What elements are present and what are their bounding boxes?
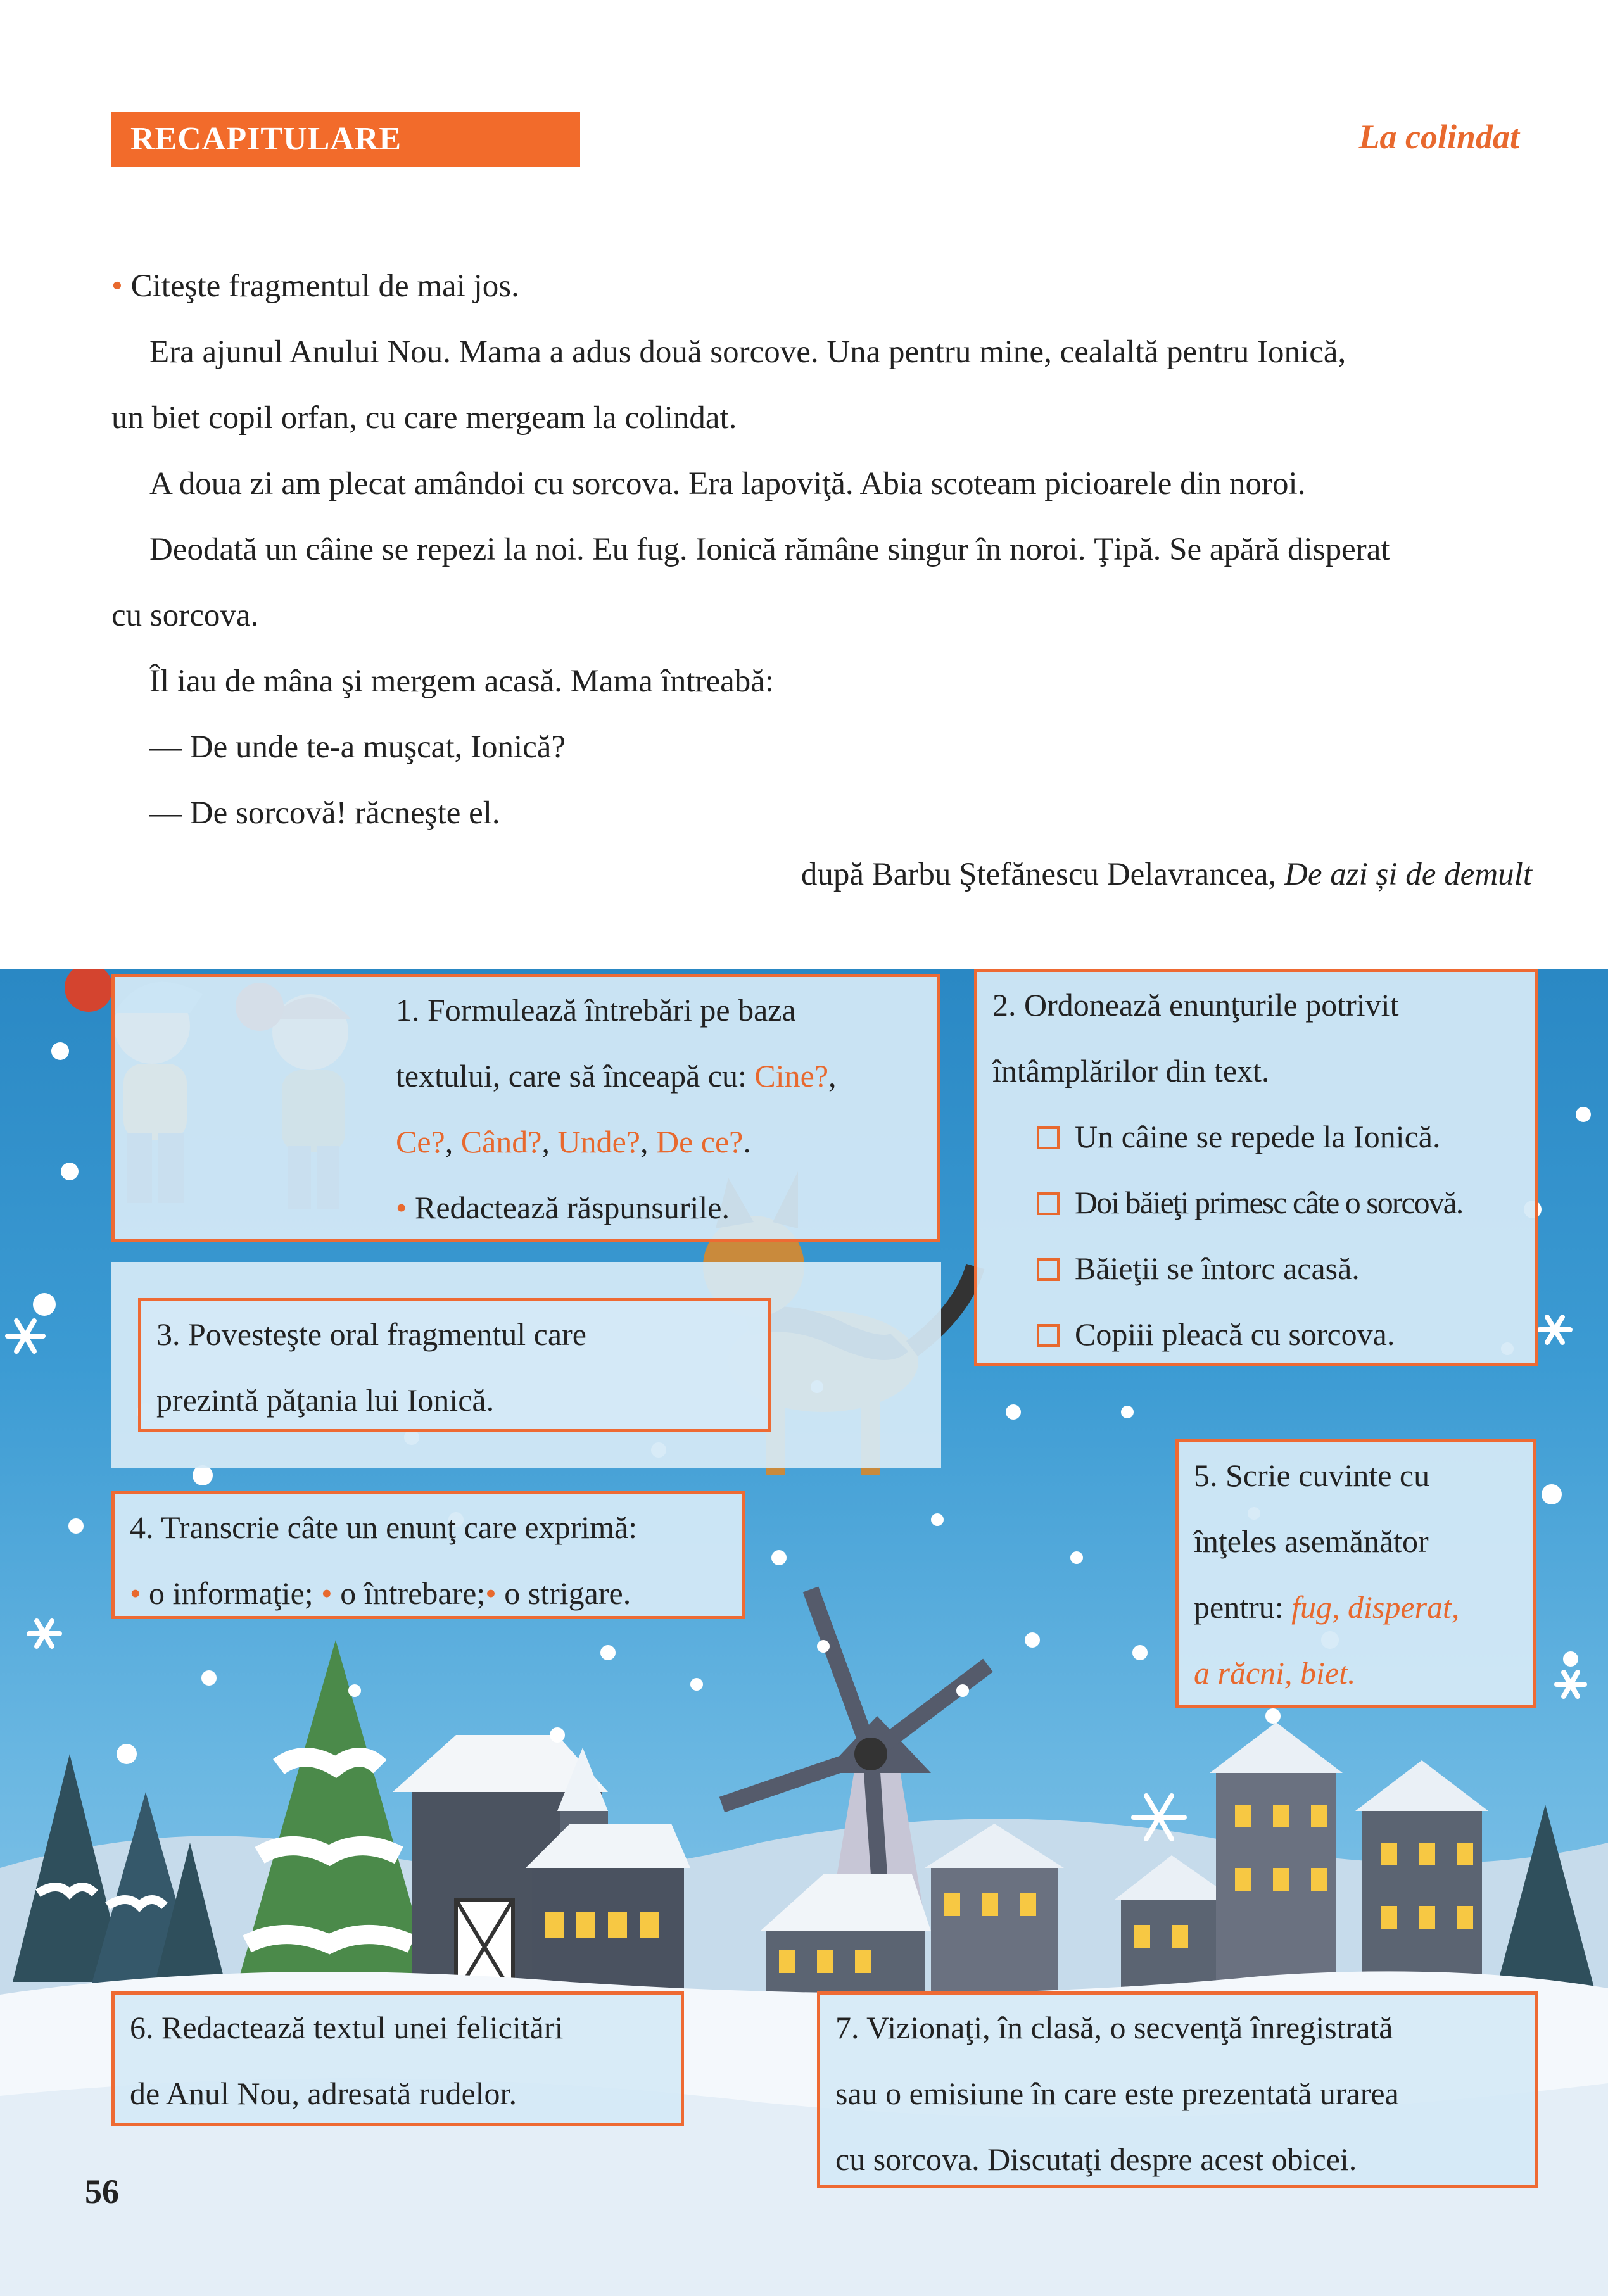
lesson-title: La colindat [1358, 118, 1519, 156]
task-3-line: prezintă păţania lui Ionică. [156, 1382, 495, 1418]
order-item [992, 1301, 1519, 1367]
task-4-item: o informaţie; [149, 1575, 313, 1611]
task-6-line: de Anul Nou, adresată rudelor. [130, 2076, 517, 2111]
order-item-text: Băieţii se întorc acasă. [1075, 1251, 1360, 1286]
task-1-line: 1. Formulează întrebări pe baza [396, 992, 796, 1028]
task-4-item: o întrebare; [340, 1575, 486, 1611]
task-7-box [817, 1991, 1538, 2188]
checkbox-icon[interactable] [1037, 1192, 1060, 1215]
bullet-icon: • [485, 1575, 497, 1611]
bullet-icon: • [321, 1575, 332, 1611]
task-4-line: 4. Transcrie câte un enunţ care exprimă: [130, 1510, 638, 1545]
snowy-fir-tree-icon [234, 1640, 437, 1995]
task-1-line [396, 1109, 921, 1175]
bullet-icon: • [396, 1190, 407, 1225]
order-item-text: Doi băieţi primesc câte o sorcovă. [1075, 1185, 1463, 1220]
punctuation: , [640, 1124, 649, 1159]
order-item-text: Copiii pleacă cu sorcova. [1075, 1316, 1395, 1352]
task-7-line: 7. Vizionaţi, în clasă, o secvenţă înregistrată [835, 2010, 1393, 2045]
task-4-box [111, 1491, 745, 1619]
checkbox-icon[interactable] [1037, 1126, 1060, 1149]
attribution [801, 856, 1532, 893]
task-7-line: cu sorcova. Discutaţi despre acest obicei. [835, 2141, 1357, 2177]
bullet-icon: • [130, 1575, 141, 1611]
task-1-line [396, 1175, 921, 1240]
order-item [992, 1235, 1519, 1301]
task-3-line: 3. Povesteşte oral fragmentul care [156, 1316, 586, 1352]
story-line: cu sorcova. [111, 598, 259, 633]
checkbox-icon[interactable] [1037, 1258, 1060, 1281]
punctuation: . [743, 1124, 751, 1159]
checkbox-icon[interactable] [1037, 1324, 1060, 1347]
intro-line [111, 253, 1536, 319]
task-6-box [111, 1991, 684, 2126]
bullet-icon: • [111, 268, 131, 304]
task-5-box [1175, 1439, 1536, 1708]
reading-text [111, 253, 1536, 846]
question-word: Când? [460, 1124, 542, 1159]
intro-text: Citeşte fragmentul de mai jos. [130, 268, 519, 304]
question-word: Ce? [396, 1124, 445, 1159]
story-line: Îl iau de mâna şi mergem acasă. Mama întreabă: [149, 664, 775, 699]
task-1-box [111, 974, 940, 1242]
task-5-words: a răcni, biet. [1194, 1655, 1356, 1691]
question-word: Cine? [754, 1058, 829, 1094]
task-5-words: fug, disperat, [1291, 1589, 1460, 1625]
order-item-text: Un câine se repede la Ionică. [1075, 1119, 1441, 1154]
task-6-line: 6. Redactează textul unei felicitări [130, 2010, 564, 2045]
story-line: Deodată un câine se repezi la noi. Eu fug. Ionică rămâne singur în noroi. Ţipă. Se apără disperat [149, 532, 1390, 567]
task-2-line: 2. Ordonează enunţurile potrivit [992, 987, 1399, 1023]
attribution-work: De azi și de demult [1284, 857, 1532, 892]
question-word: De ce? [655, 1124, 744, 1159]
punctuation: , [828, 1058, 837, 1094]
story-line: un biet copil orfan, cu care mergeam la colindat. [111, 400, 737, 436]
task-1-line [396, 1043, 921, 1109]
story-line: — De unde te-a muşcat, Ionică? [149, 729, 566, 765]
order-item [992, 1104, 1519, 1170]
punctuation: , [541, 1124, 550, 1159]
task-5-line [1194, 1640, 1518, 1706]
question-word: Unde? [557, 1124, 640, 1159]
task-7-line: sau o emisiune în care este prezentată urarea [835, 2076, 1399, 2111]
page-number: 56 [85, 2173, 119, 2211]
task-5-text: pentru: [1194, 1589, 1284, 1625]
order-item [992, 1170, 1519, 1235]
task-5-line [1194, 1574, 1518, 1640]
task-1-text: Redactează răspunsurile. [415, 1190, 730, 1225]
task-1-text: textului, care să înceapă cu: [396, 1058, 747, 1094]
task-2-line: întâmplărilor din text. [992, 1053, 1270, 1088]
task-4-item: o strigare. [504, 1575, 631, 1611]
task-5-line: 5. Scrie cuvinte cu [1194, 1458, 1430, 1493]
section-tag: RECAPITULARE [111, 112, 580, 167]
story-line: Era ajunul Anului Nou. Mama a adus două sorcove. Una pentru mine, cealaltă pentru Ionică, [149, 334, 1346, 370]
punctuation: , [445, 1124, 453, 1159]
story-line: — De sorcovă! răcneşte el. [149, 795, 500, 831]
task-3-box [138, 1298, 771, 1432]
story-line: A doua zi am plecat amândoi cu sorcova. Era lapoviţă. Abia scoteam picioarele din noroi. [149, 466, 1306, 501]
task-4-line [130, 1560, 726, 1626]
task-2-box [974, 969, 1538, 1366]
task-5-line: înţeles asemănător [1194, 1523, 1429, 1559]
attribution-author: după Barbu Ştefănescu Delavrancea, [801, 857, 1277, 892]
